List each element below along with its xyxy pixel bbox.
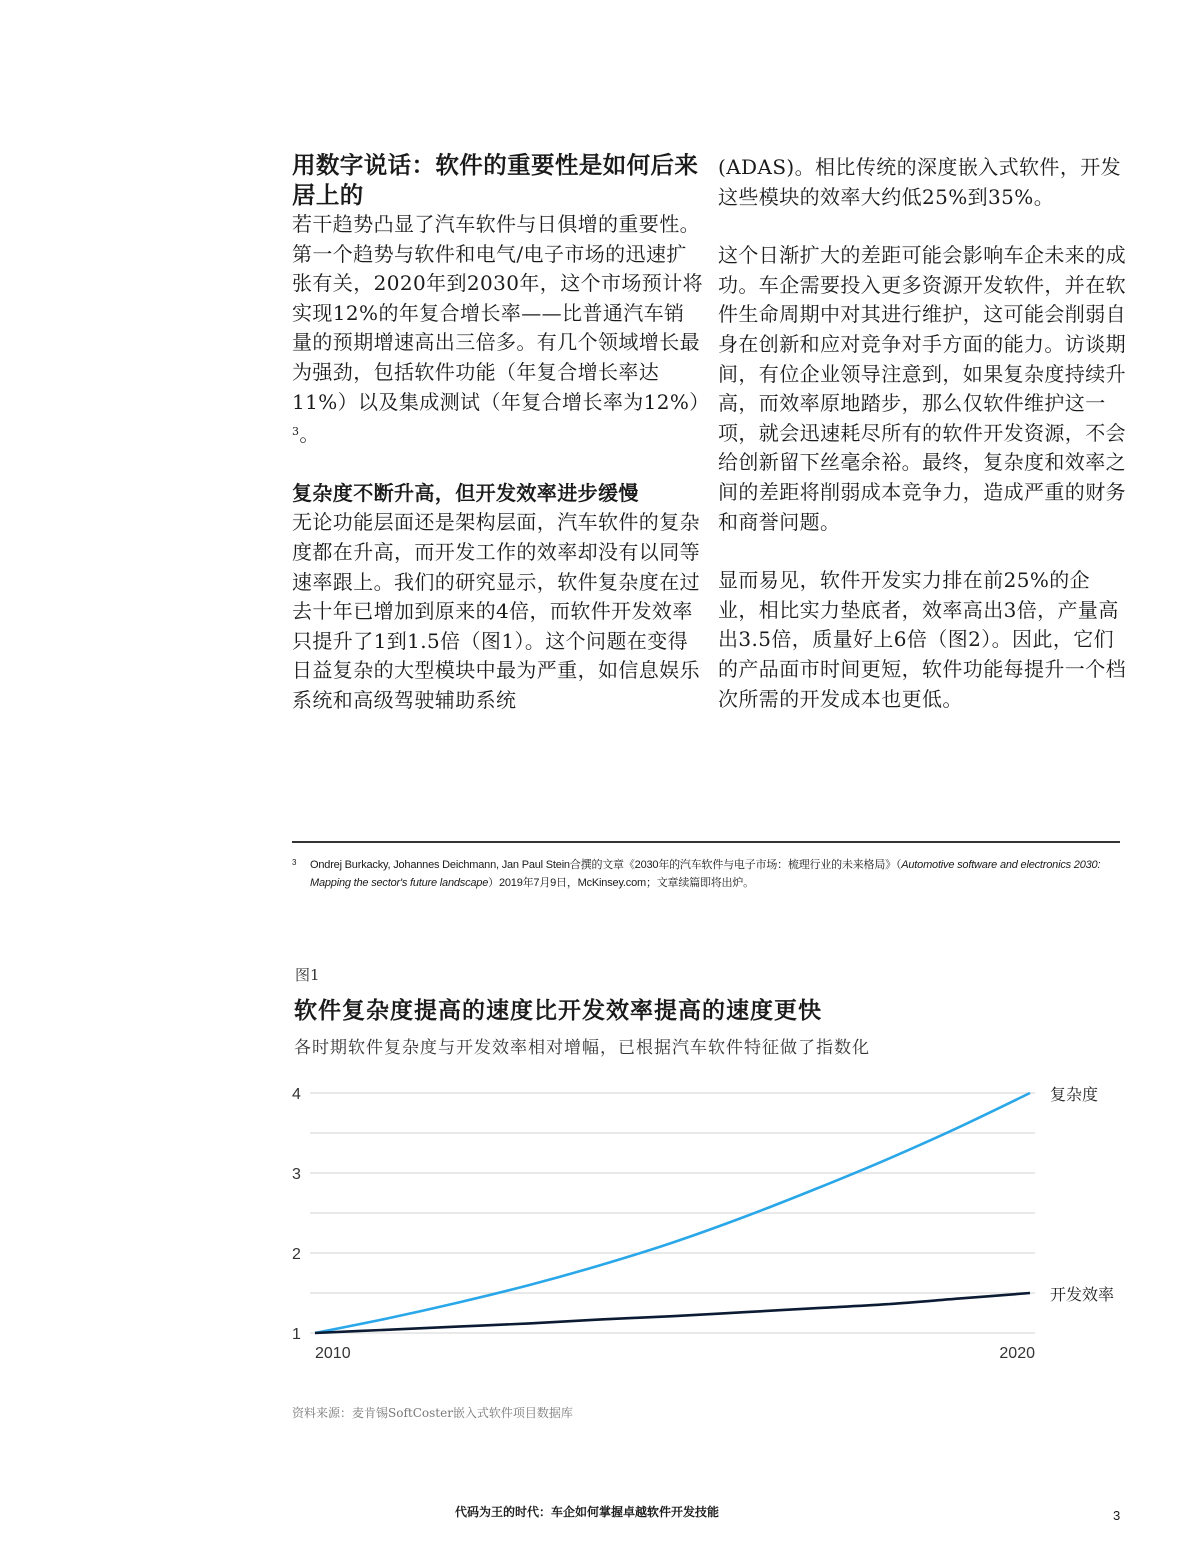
footnote-italic: Automotive software and electronics 2030: Mapping the sector's future landscape: [310, 859, 1101, 889]
y-tick-label: 1: [292, 1326, 301, 1343]
paragraph: (ADAS)。相比传统的深度嵌入式软件，开发这些模块的效率大约低25%到35%。: [718, 155, 1122, 209]
left-column: [292, 150, 710, 716]
line-chart: [280, 1070, 1160, 1370]
section-heading: 用数字说话：软件的重要性是如何后来居上的: [292, 151, 699, 209]
footnote-text-a: Ondrej Burkacky, Johannes Deichmann, Jan Paul Stein合撰的文章《2030年的汽车软件与电子市场：梳理行业的未来格局》（: [310, 859, 902, 871]
paragraph-end: 。: [299, 422, 320, 447]
footnote-text-b: ）2019年7月9日，McKinsey.com；文章续篇即将出炉。: [488, 877, 754, 889]
paragraph: [292, 210, 710, 450]
x-tick-label: 2010: [315, 1345, 351, 1362]
figure-subtitle: 各时期软件复杂度与开发效率相对增幅，已根据汽车软件特征做了指数化: [294, 1038, 870, 1058]
footnote-number: 3: [292, 858, 297, 867]
footnote-text: [310, 856, 1112, 892]
paragraph: 显而易见，软件开发实力排在前25%的企业，相比实力垫底者，效率高出3倍，产量高出3.5倍，质量好上6倍（图2）。因此，它们的产品面市时间更短，软件功能每提升一个档次所需的开发成本也更低。: [718, 568, 1126, 711]
paragraph: 这个日渐扩大的差距可能会影响车企未来的成功。车企需要投入更多资源开发软件，并在软件生命周期中对其进行维护，这可能会削弱自身在创新和应对竞争对手方面的能力。访谈期间，有位企业领导注意到，如果复杂度持续升高，而效率原地踏步，那么仅软件维护这一项，就会迅速耗尽所有的软件开发资源，不会给创新留下丝毫余裕。最终，复杂度和效率之间的差距将削弱成本竞争力，造成严重的财务和商誉问题。: [718, 243, 1126, 534]
page-number: 3: [1113, 1508, 1121, 1523]
right-column: [718, 153, 1130, 714]
footnote: [292, 856, 1112, 892]
footnote-divider: [292, 841, 1120, 843]
figure-source: 资料来源：麦肯锡SoftCoster嵌入式软件项目数据库: [292, 1406, 573, 1420]
footnote-ref[interactable]: 3: [292, 425, 300, 439]
paragraph-text: 若干趋势凸显了汽车软件与日俱增的重要性。第一个趋势与软件和电气/电子市场的迅速扩张有关，2020年到2030年，这个市场预计将实现12%的年复合增长率——比普通汽车销量的预期增速高出三倍多。有几个领域增长最为强劲，包括软件功能（年复合增长率达11%）以及集成测试（年复合增长率为12%）: [292, 212, 710, 414]
series-label: 复杂度: [1050, 1085, 1099, 1104]
running-title: 代码为王的时代：车企如何掌握卓越软件开发技能: [455, 1505, 720, 1519]
y-tick-label: 4: [292, 1086, 301, 1103]
y-tick-label: 2: [292, 1246, 301, 1263]
series-line-efficiency: [315, 1293, 1030, 1333]
series-label: 开发效率: [1050, 1285, 1115, 1304]
paragraph: 无论功能层面还是架构层面，汽车软件的复杂度都在升高，而开发工作的效率却没有以同等速率跟上。我们的研究显示，软件复杂度在过去十年已增加到原来的4倍，而软件开发效率只提升了1到1.5倍（图1）。这个问题在变得日益复杂的大型模块中最为严重，如信息娱乐系统和高级驾驶辅助系统: [292, 510, 700, 712]
x-tick-label: 2020: [999, 1345, 1035, 1362]
figure-label: 图1: [295, 966, 320, 984]
subheading: 复杂度不断升高，但开发效率进步缓慢: [292, 480, 639, 505]
y-tick-label: 3: [292, 1166, 301, 1183]
figure-title: 软件复杂度提高的速度比开发效率提高的速度更快: [294, 997, 822, 1024]
